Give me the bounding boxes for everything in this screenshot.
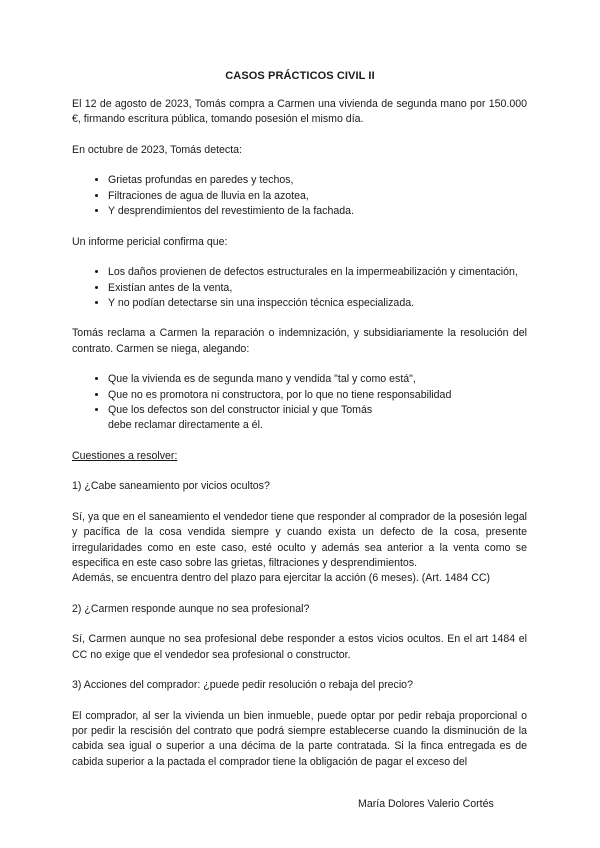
- list-item: • Que la vivienda es de segunda mano y vendida "tal y como está",: [108, 372, 527, 387]
- question-2: 2) ¿Carmen responde aunque no sea profesional?: [72, 602, 310, 615]
- document-body: [72, 97, 527, 785]
- list-item: • Y desprendimientos del revestimiento de la fachada.: [108, 204, 527, 219]
- informe-heading: Un informe pericial confirma que:: [72, 235, 228, 248]
- intro-paragraph: El 12 de agosto de 2023, Tomás compra a Carmen una vivienda de segunda mano por 150.000 €, firmando escritura pública, tomando posesión el mismo día.: [72, 98, 527, 126]
- informe-list: [72, 265, 527, 311]
- answer-2: Sí, Carmen aunque no sea profesional debe responder a estos vicios ocultos. En el art 1484 el CC no exige que el vendedor sea profesional o constructor.: [72, 633, 527, 661]
- alega-list: [72, 372, 527, 433]
- answer-3: El comprador, al ser la vivienda un bien inmueble, puede optar por pedir rebaja proporcional o por pedir la rescisión del contrato que podrá siempre establecerse cuando la disminución de la cabida sea igual o superior a una décima de la parte contratada. Si la finca entregada es de cabida superior a la pactada el comprador tiene la obligación de pagar el exceso del: [72, 709, 527, 768]
- answer-1: Sí, ya que en el saneamiento el vendedor tiene que responder al comprador de la posesión legal y pacífica de la cosa vendida siempre y cuando exista un defecto de la cosa, presente irregularidades como en este caso, esté oculto y además sea anterior a la venta como se especifica en este caso sobre las grietas, filtraciones y desprendimientos.: [72, 511, 527, 569]
- list-item: • Grietas profundas en paredes y techos,: [108, 173, 527, 188]
- author-footer: María Dolores Valerio Cortés: [358, 798, 494, 810]
- reclama-paragraph: Tomás reclama a Carmen la reparación o indemnización, y subsidiariamente la resolución del contrato. Carmen se niega, alegando:: [72, 327, 527, 355]
- list-item: • Los daños provienen de defectos estructurales en la impermeabilización y cimentación,: [108, 265, 527, 280]
- detect-heading: En octubre de 2023, Tomás detecta:: [72, 143, 243, 156]
- list-item: • Que no es promotora ni constructora, por lo que no tiene responsabilidad: [108, 388, 527, 403]
- cuestiones-heading: Cuestiones a resolver:: [72, 449, 178, 462]
- list-item: • Filtraciones de agua de lluvia en la azotea,: [108, 189, 527, 204]
- question-3: 3) Acciones del comprador: ¿puede pedir resolución o rebaja del precio?: [72, 679, 413, 692]
- question-1: 1) ¿Cabe saneamiento por vicios ocultos?: [72, 480, 270, 493]
- answer-1-plazo: Además, se encuentra dentro del plazo para ejercitar la acción (6 meses). (Art. 1484 CC): [72, 572, 491, 585]
- document-title: CASOS PRÁCTICOS CIVIL II: [225, 70, 375, 82]
- list-item: • Que los defectos son del constructor inicial y que Tomás debe reclamar directamente a él.: [108, 403, 527, 434]
- detect-list: [72, 173, 527, 219]
- list-item: • Y no podían detectarse sin una inspección técnica especializada.: [108, 296, 527, 311]
- list-item: • Existían antes de la venta,: [108, 281, 527, 296]
